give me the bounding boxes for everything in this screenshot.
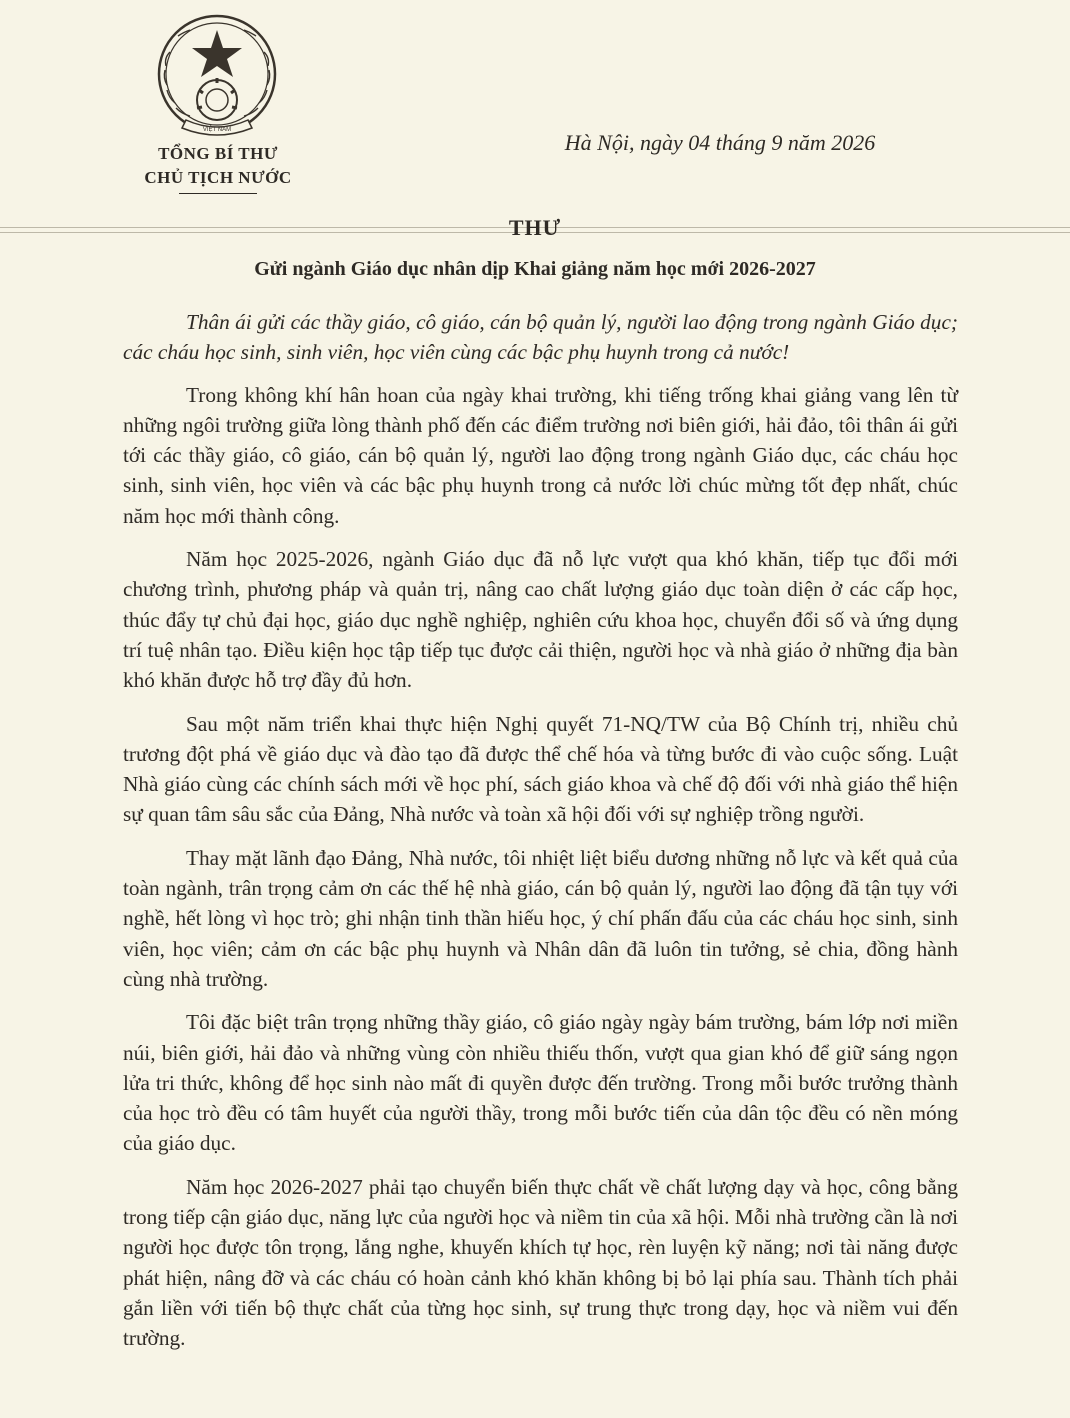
paragraph: Năm học 2025-2026, ngành Giáo dục đã nỗ lực vượt qua khó khăn, tiếp tục đổi mới chương trình, phương pháp và quản trị, nâng cao chất lượng giáo dục toàn diện ở các cấp học, thúc đẩy tự chủ đại học, giáo dục nghề nghiệp, nghiên cứu khoa học, chuyển đổi số và ứng dụng trí tuệ nhân tạo. Điều kiện học tập tiếp tục được cải thiện, người học và nhà giáo ở những địa bàn khó khăn được hỗ trợ đầy đủ hơn. <box>123 547 958 693</box>
authority-line-2: CHỦ TỊCH NƯỚC <box>144 168 292 187</box>
paragraph: Tôi đặc biệt trân trọng những thầy giáo, cô giáo ngày ngày bám trường, bám lớp nơi miền núi, biên giới, hải đảo và những vùng còn nhiều thiếu thốn, vượt qua gian khó để giữ sáng ngọn lửa tri thức, không để học sinh nào mất đi quyền được đến trường. Trong mỗi bước trưởng thành của học trò đều có tâm huyết của người thầy, trong mỗi bước tiến của dân tộc đều có nền móng của giáo dục. <box>123 1010 958 1156</box>
national-emblem-icon <box>152 12 282 140</box>
paragraph: Thay mặt lãnh đạo Đảng, Nhà nước, tôi nhiệt liệt biểu dương những nỗ lực và kết quả của toàn ngành, trân trọng cảm ơn các thế hệ nhà giáo, cán bộ quản lý, người lao động đã tận tụy với nghề, hết lòng vì học trò; ghi nhận tinh thần hiếu học, ý chí phấn đấu của các cháu học sinh, sinh viên, học viên; cảm ơn các bậc phụ huynh và Nhân dân đã luôn tin tưởng, sẻ chia, đồng hành cùng nhà trường. <box>123 845 958 991</box>
authority-line-1: TỔNG BÍ THƯ <box>158 144 278 163</box>
letter-subtitle: Gửi ngành Giáo dục nhân dịp Khai giảng năm học mới 2026-2027 <box>254 258 816 280</box>
issuing-authority <box>118 142 318 194</box>
letter-date: Hà Nội, ngày 04 tháng 9 năm 2026 <box>564 130 876 155</box>
paragraph: Trong không khí hân hoan của ngày khai trường, khi tiếng trống khai giảng vang lên từ những ngôi trường giữa lòng thành phố đến các điểm trường nơi biên giới, hải đảo, tôi thân ái gửi tới các thầy giáo, cô giáo, cán bộ quản lý, người lao động trong ngành Giáo dục, các cháu học sinh, sinh viên, học viên và các bậc phụ huynh trong cả nước lời chúc mừng tốt đẹp nhất, chúc năm học mới thành công. <box>123 382 958 528</box>
authority-underline <box>179 193 257 194</box>
letter-title: THƯ <box>508 215 562 240</box>
letter-greeting: Thân ái gửi các thầy giáo, cô giáo, cán bộ quản lý, người lao động trong ngành Giáo dục; các cháu học sinh, sinh viên, học viên cùng các bậc phụ huynh trong cả nước! <box>123 310 958 365</box>
emblem-ribbon-text: VIỆT NAM <box>202 127 232 133</box>
paragraph: Sau một năm triển khai thực hiện Nghị quyết 71-NQ/TW của Bộ Chính trị, nhiều chủ trương đột phá về giáo dục và đào tạo đã được thể chế hóa và từng bước đi vào cuộc sống. Luật Nhà giáo cùng các chính sách mới về học phí, sách giáo khoa và chế độ đối với nhà giáo thể hiện sự quan tâm sâu sắc của Đảng, Nhà nước và toàn xã hội đối với sự nghiệp trồng người. <box>123 711 958 827</box>
letter-body <box>123 307 958 1367</box>
paragraph: Năm học 2026-2027 phải tạo chuyển biến thực chất về chất lượng dạy và học, công bằng trong tiếp cận giáo dục, năng lực của người học và niềm tin của xã hội. Mỗi nhà trường cần là nơi người học được tôn trọng, lắng nghe, khuyến khích tự học, rèn luyện kỹ năng; nơi tài năng được phát hiện, nâng đỡ và các cháu có hoàn cảnh khó khăn không bị bỏ lại phía sau. Thành tích phải gắn liền với tiến bộ thực chất của từng học sinh, sự trung thực trong dạy, học và niềm vui đến trường. <box>123 1174 958 1351</box>
